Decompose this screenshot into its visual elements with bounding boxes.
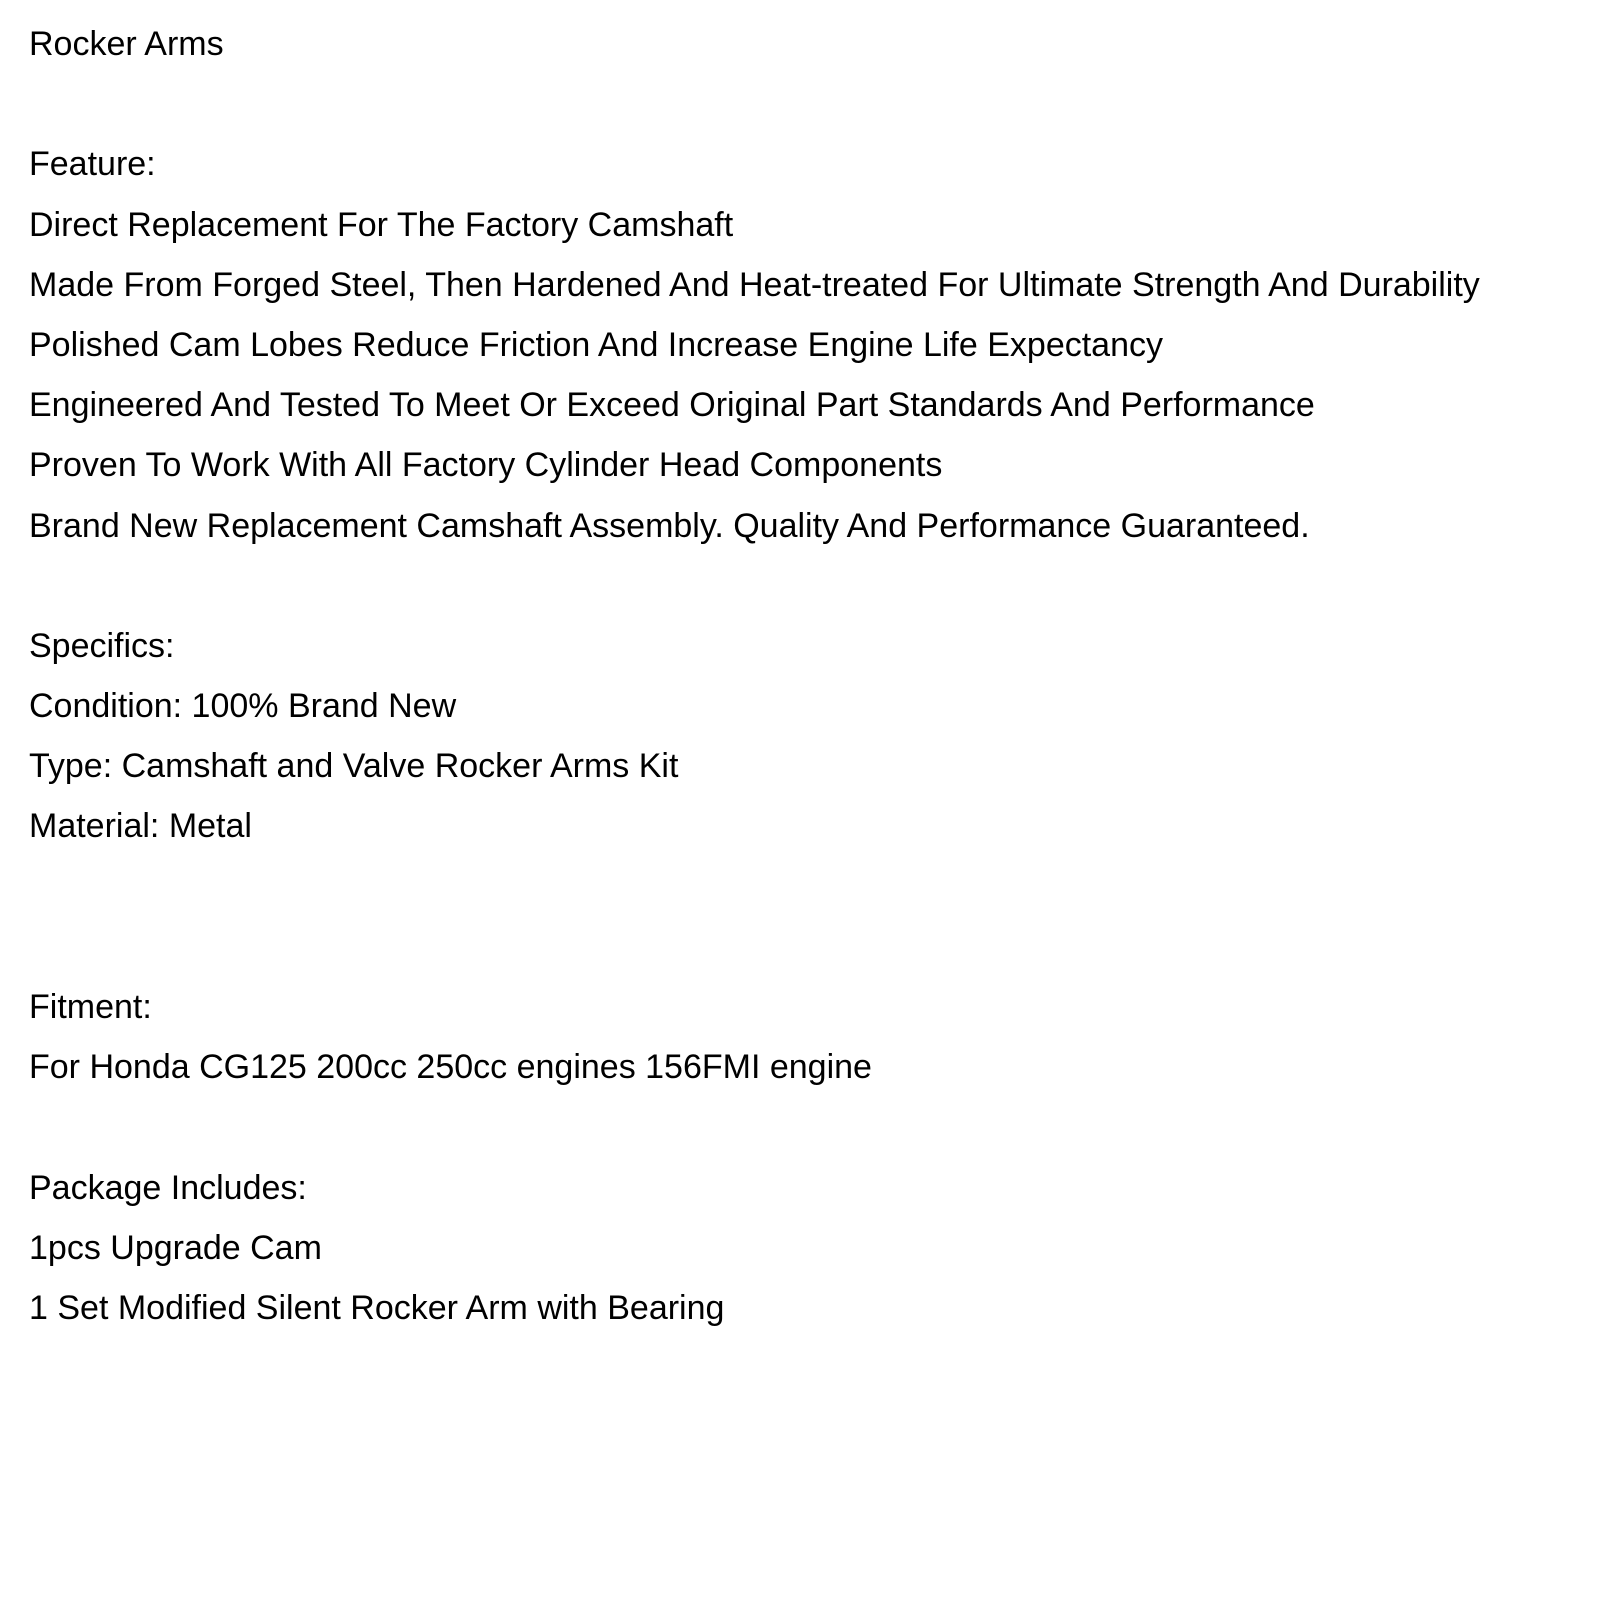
specifics-item: Material: Metal xyxy=(29,807,252,846)
feature-item: Brand New Replacement Camshaft Assembly. Quality And Performance Guaranteed. xyxy=(29,506,1310,545)
feature-heading: Feature: xyxy=(29,145,156,184)
fitment-heading: Fitment: xyxy=(29,988,152,1027)
spacer xyxy=(29,556,1589,616)
specifics-heading: Specifics: xyxy=(29,626,175,665)
package-heading: Package Includes: xyxy=(29,1168,307,1207)
feature-item: Direct Replacement For The Factory Camshaft xyxy=(29,205,734,244)
fitment-item: For Honda CG125 200cc 250cc engines 156FMI engine xyxy=(29,1048,872,1087)
package-item: 1pcs Upgrade Cam xyxy=(29,1228,322,1267)
spacer xyxy=(29,74,1589,134)
feature-item: Made From Forged Steel, Then Hardened And Heat-treated For Ultimate Strength And Durability xyxy=(29,265,1480,304)
spacer xyxy=(29,1097,1589,1157)
specifics-item: Condition: 100% Brand New xyxy=(29,687,457,726)
package-item: 1 Set Modified Silent Rocker Arm with Bearing xyxy=(29,1288,725,1327)
document-title: Rocker Arms xyxy=(29,25,224,63)
spacer xyxy=(29,857,1589,977)
product-description xyxy=(29,14,1589,1338)
feature-item: Polished Cam Lobes Reduce Friction And Increase Engine Life Expectancy xyxy=(29,325,1163,364)
specifics-item: Type: Camshaft and Valve Rocker Arms Kit xyxy=(29,747,679,786)
feature-item: Proven To Work With All Factory Cylinder Head Components xyxy=(29,446,943,485)
feature-item: Engineered And Tested To Meet Or Exceed Original Part Standards And Performance xyxy=(29,386,1315,425)
